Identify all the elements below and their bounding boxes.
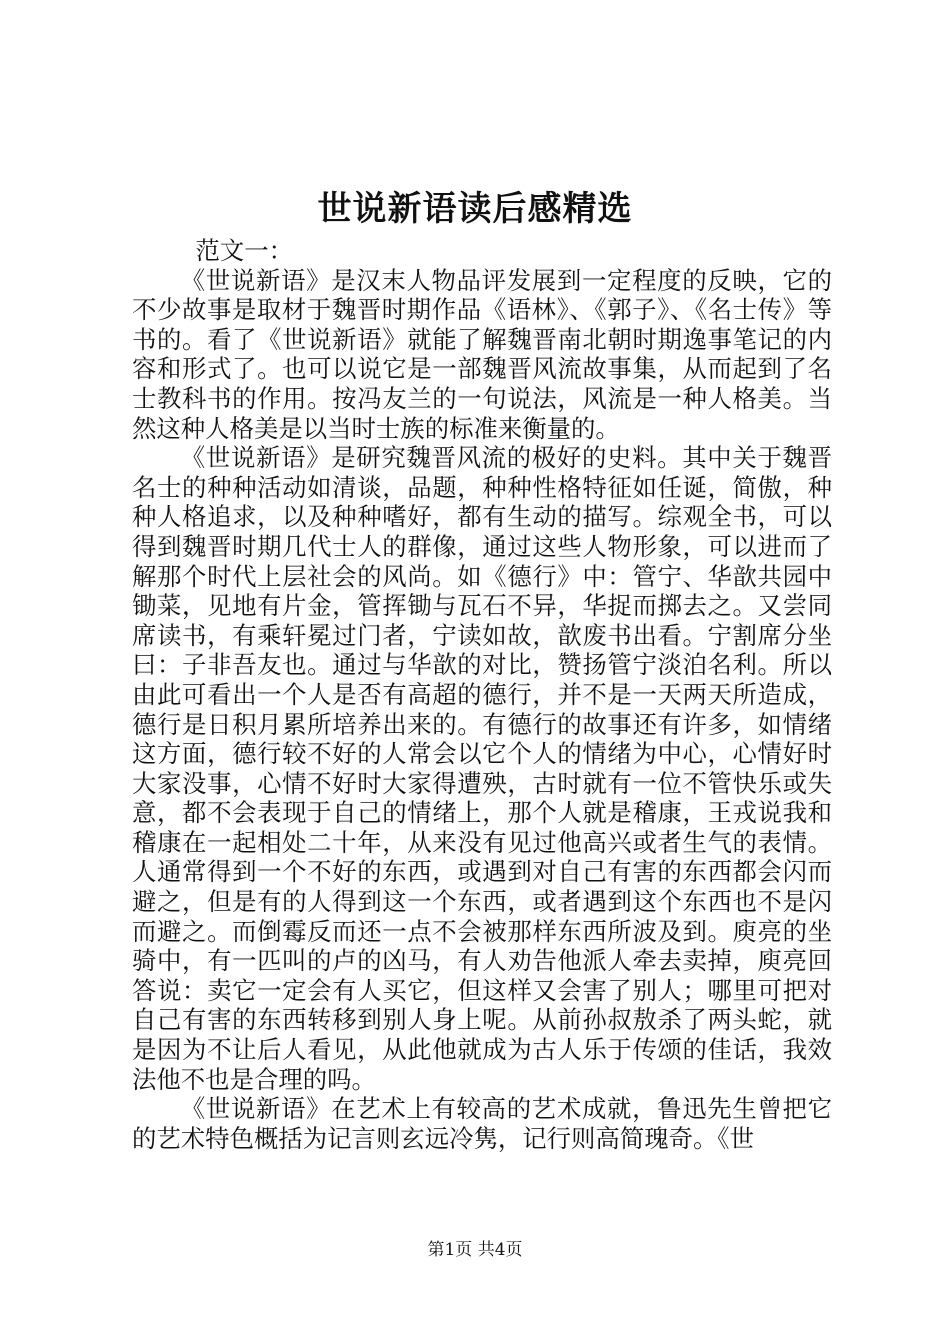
paragraph: 《世说新语》是研究魏晋风流的极好的史料。其中关于魏晋名士的种种活动如清谈，品题，种种性格特征如任诞，简傲，种种人格追求，以及种种嗜好，都有生动的描写。综观全书，可以得到魏晋时期几代士人的群像，通过这些人物形象，可以进而了解那个时代上层社会的风尚。如《德行》中：管宁、华歆共园中锄菜，见地有片金，管挥锄与瓦石不异，华捉而掷去之。又尝同席读书，有乘轩冕过门者，宁读如故，歆废书出看。宁割席分坐曰：子非吾友也。通过与华歆的对比，赞扬管宁淡泊名利。所以由此可看出一个人是否有高超的德行，并不是一天两天所造成，德行是日积月累所培养出来的。有德行的故事还有许多，如情绪这方面，德行较不好的人常会以它个人的情绪为中心，心情好时大家没事，心情不好时大家得遭殃，古时就有一位不管快乐或失意，都不会表现于自己的情绪上，那个人就是稽康，王戎说我和稽康在一起相处二十年，从来没有见过他高兴或者生气的表情。人通常得到一个不好的东西，或遇到对自己有害的东西都会闪而避之，但是有的人得到这一个东西，或者遇到这个东西也不是闪而避之。而倒霉反而还一点不会被那样东西所波及到。庾亮的坐骑中，有一匹叫的卢的凶马，有人劝告他派人牵去卖掉，庾亮回答说：卖它一定会有人买它，但这样又会害了别人；哪里可把对自己有害的东西转移到别人身上呢。从前孙叔敖杀了两头蛇，就是因为不让后人看见，从此他就成为古人乐于传颂的佳话，我效法他不也是合理的吗。 bbox=[132, 443, 832, 1094]
section-label: 范文一： bbox=[195, 236, 294, 265]
document-body bbox=[132, 236, 832, 1153]
page-footer: 第1页 共4页 bbox=[427, 1240, 523, 1260]
paragraph: 《世说新语》在艺术上有较高的艺术成就，鲁迅先生曾把它的艺术特色概括为记言则玄远冷隽，记行则高简瑰奇。《世 bbox=[132, 1094, 832, 1153]
document-title: 世说新语读后感精选 bbox=[317, 189, 633, 229]
paragraph: 《世说新语》是汉末人物品评发展到一定程度的反映，它的不少故事是取材于魏晋时期作品《语林》、《郭子》、《名士传》等书的。看了《世说新语》就能了解魏晋南北朝时期逸事笔记的内容和形式了。也可以说它是一部魏晋风流故事集，从而起到了名士教科书的作用。按冯友兰的一句说法，风流是一种人格美。当然这种人格美是以当时士族的标准来衡量的。 bbox=[132, 265, 832, 443]
